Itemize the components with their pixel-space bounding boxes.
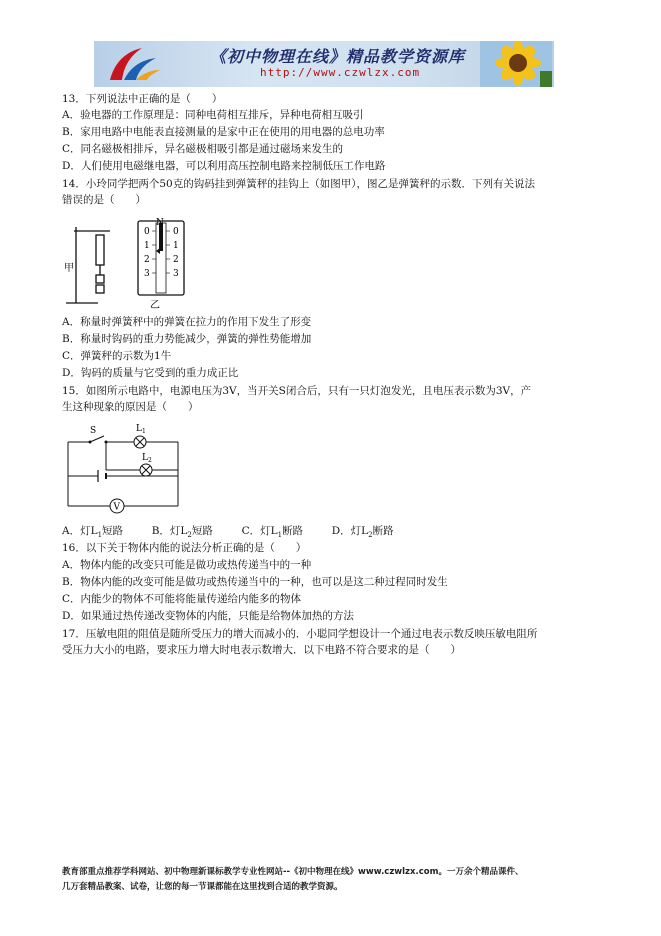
q13-option-c: C．同名磁极相排斥，异名磁极相吸引都是通过磁场来发生的 — [62, 143, 344, 155]
footer-line-2: 几万套精品教案、试卷，让您的每一节课都能在这里找到合适的教学资源。 — [62, 882, 343, 892]
lamp-l1-icon — [134, 436, 146, 448]
circuit-diagram — [60, 420, 190, 518]
header-banner — [94, 41, 554, 87]
q13-option-b: B．家用电路中电能表直接测量的是家中正在使用的用电器的总电功率 — [62, 126, 385, 138]
q16-option-c: C．内能少的物体不可能将能量传递给内能多的物体 — [62, 593, 302, 605]
lamp-l2-label: $L_2$ — [142, 453, 152, 464]
banner-title: 《初中物理在线》精品教学资源库 — [210, 47, 466, 66]
scale-tick-3-left: 3 — [144, 269, 150, 279]
site-logo — [102, 44, 164, 84]
lamp-l1-label: $L_1$ — [136, 424, 146, 435]
q15-stem-line2: 生这种现象的原因是（ ） — [62, 401, 199, 413]
switch-contact-icon — [89, 441, 92, 444]
q14-stem-line2: 错误的是（ ） — [62, 194, 146, 206]
spring-scale-figure — [60, 215, 190, 311]
scale-tick-2-right: 2 — [173, 255, 179, 265]
q15-option-d: D．灯$L_2$断路 — [331, 525, 394, 540]
q14-option-c: C．弹簧秤的示数为1牛 — [62, 350, 172, 362]
q14-stem-line1: 14．小玲同学把两个50克的钩码挂到弹簧秤的挂钩上（如图甲），图乙是弹簧秤的示数．下列有关说法 — [62, 178, 535, 190]
scale-unit: N — [156, 218, 164, 228]
page-footer — [62, 865, 622, 895]
q16-option-a: A．物体内能的改变只可能是做功或热传递当中的一种 — [62, 559, 312, 571]
q14-option-a: A．称量时弹簧秤中的弹簧在拉力的作用下发生了形变 — [62, 316, 312, 328]
switch-contact-icon — [105, 441, 108, 444]
q15-option-b: B．灯$L_2$短路 — [151, 525, 213, 540]
fig-label-yi: 乙 — [150, 300, 160, 311]
q16-option-d: D．如果通过热传递改变物体的内能，只能是给物体加热的方法 — [62, 610, 354, 622]
q15-option-a: A．灯$L_1$短路 — [62, 525, 124, 540]
switch-label: S — [90, 426, 97, 436]
circuit-wires — [68, 436, 178, 506]
q14-option-d: D．钩码的质量与它受到的重力成正比 — [62, 367, 239, 379]
q17-stem-line2: 受压力大小的电路，要求压力增大时电表示数增大．以下电路不符合要求的是（ ） — [62, 644, 461, 656]
q14-option-b: B．称量时钩码的重力势能减少，弹簧的弹性势能增加 — [62, 333, 312, 345]
q13-option-d: D．人们使用电磁继电器，可以利用高压控制电路来控制低压工作电路 — [62, 160, 386, 172]
banner-url[interactable]: http://www.czwlzx.com — [260, 66, 421, 79]
sunflower-image — [480, 41, 552, 87]
q15-option-c: C．灯$L_1$断路 — [241, 525, 304, 540]
q16-option-b: B．物体内能的改变可能是做功或热传递当中的一种，也可以是这二种过程同时发生 — [62, 576, 448, 588]
q17-stem-line1: 17．压敏电阻的阻值是随所受压力的增大而减小的．小聪同学想设计一个通过电表示数反映压敏电阻所 — [62, 628, 538, 640]
scale-tick-0-left: 0 — [144, 227, 150, 237]
scale-tick-1-right: 1 — [173, 241, 179, 251]
scale-tick-1-left: 1 — [144, 241, 150, 251]
battery-icon — [98, 470, 106, 482]
scale-tick-3-right: 3 — [173, 269, 179, 279]
lamp-l2-icon — [140, 464, 152, 476]
q16-stem: 16．以下关于物体内能的说法分析正确的是（ ） — [62, 542, 307, 554]
scale-tick-0-right: 0 — [173, 227, 179, 237]
footer-line-1: 教育部重点推荐学科网站、初中物理新课标教学专业性网站--《初中物理在线》www.czwlzx.com。一万余个精品课件、 — [62, 867, 524, 877]
voltmeter-label: V — [113, 502, 120, 513]
q13-option-a: A．验电器的工作原理是：同种电荷相互排斥，异种电荷相互吸引 — [62, 109, 364, 121]
q13-stem: 13．下列说法中正确的是（ ） — [62, 93, 223, 105]
fig-label-jia: 甲 — [64, 263, 74, 274]
scale-tick-2-left: 2 — [144, 255, 150, 265]
q15-options — [62, 524, 394, 542]
voltmeter-icon — [110, 499, 124, 513]
q15-stem-line1: 15．如图所示电路中，电源电压为3V，当开关S闭合后，只有一只灯泡发光，且电压表示数为3V，产 — [62, 385, 532, 397]
